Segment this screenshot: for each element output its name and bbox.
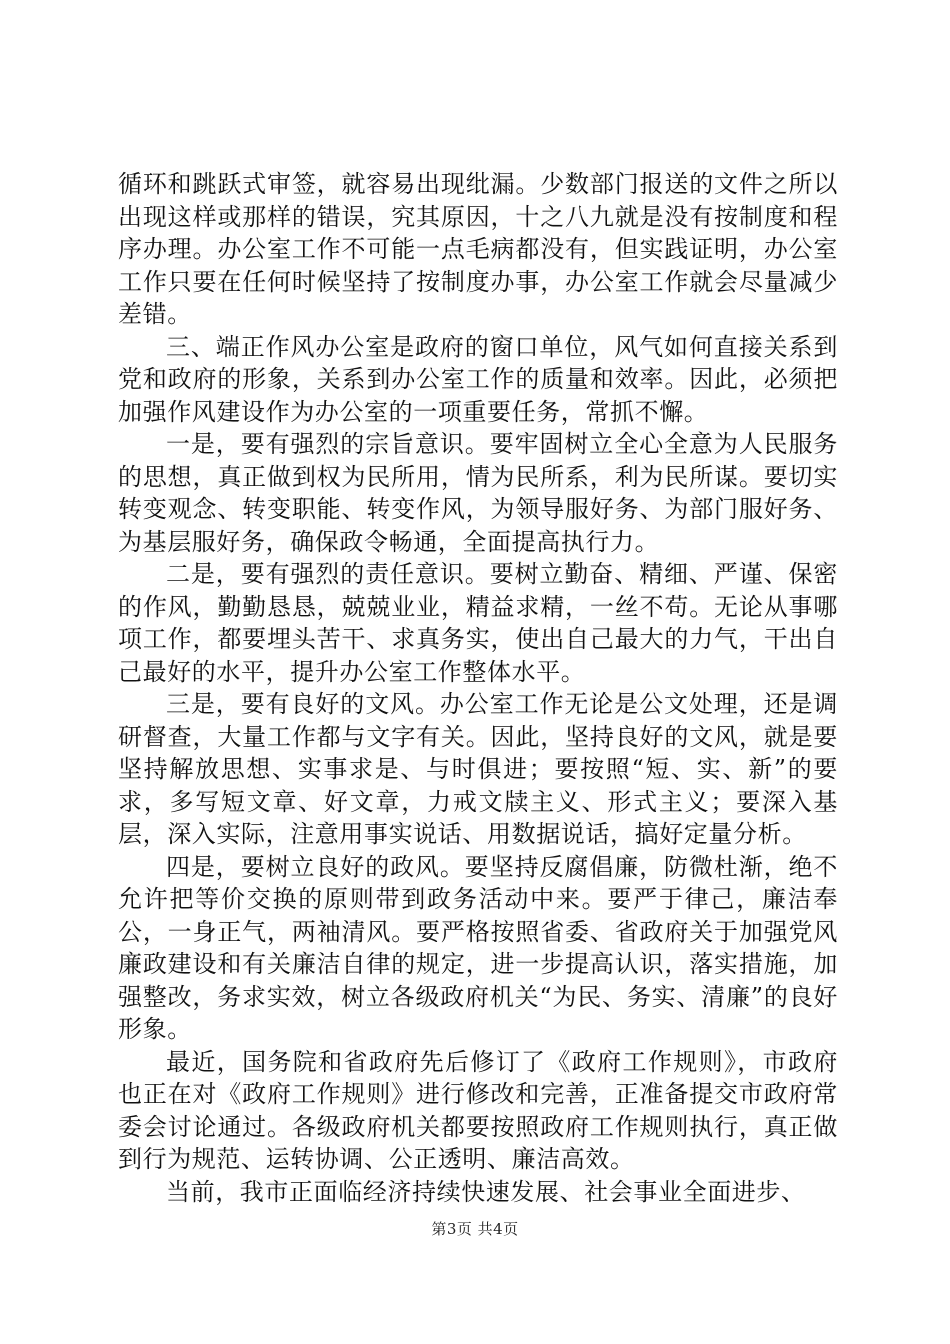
document-body	[118, 168, 838, 1208]
paragraph-7: 最近，国务院和省政府先后修订了《政府工作规则》，市政府也正在对《政府工作规则》进行修改和完善，正准备提交市政府常委会讨论通过。各级政府机关都要按照政府工作规则执行，真正做到行为规范、运转协调、公正透明、廉洁高效。	[118, 1047, 838, 1173]
paragraph-6: 四是，要树立良好的政风。要坚持反腐倡廉，防微杜渐，绝不允许把等价交换的原则带到政务活动中来。要严于律己，廉洁奉公，一身正气，两袖清风。要严格按照省委、省政府关于加强党风廉政建设和有关廉洁自律的规定，进一步提高认识，落实措施，加强整改，务求实效，树立各级政府机关“为民、务实、清廉”的良好形象。	[118, 852, 838, 1043]
paragraph-8: 当前，我市正面临经济持续快速发展、社会事业全面进步、	[166, 1177, 806, 1206]
paragraph-5: 三是，要有良好的文风。办公室工作无论是公文处理，还是调研督查，大量工作都与文字有关。因此，坚持良好的文风，就是要坚持解放思想、实事求是、与时俱进；要按照“短、实、新”的要求，多写短文章、好文章，力戒文牍主义、形式主义；要深入基层，深入实际，注意用事实说话、用数据说话，搞好定量分析。	[118, 690, 838, 848]
paragraph-4: 二是，要有强烈的责任意识。要树立勤奋、精细、严谨、保密的作风，勤勤恳恳，兢兢业业，精益求精，一丝不苟。无论从事哪项工作，都要埋头苦干、求真务实，使出自己最大的力气，干出自己最好的水平，提升办公室工作整体水平。	[118, 560, 838, 686]
page-footer: 第3页 共4页	[431, 1220, 519, 1238]
paragraph-2: 三、端正作风办公室是政府的窗口单位，风气如何直接关系到党和政府的形象，关系到办公室工作的质量和效率。因此，必须把加强作风建设作为办公室的一项重要任务，常抓不懈。	[118, 332, 838, 426]
paragraph-1: 循环和跳跃式审签，就容易出现纰漏。少数部门报送的文件之所以出现这样或那样的错误，究其原因，十之八九就是没有按制度和程序办理。办公室工作不可能一点毛病都没有，但实践证明，办公室工作只要在任何时候坚持了按制度办事，办公室工作就会尽量减少差错。	[118, 170, 838, 328]
paragraph-3: 一是，要有强烈的宗旨意识。要牢固树立全心全意为人民服务的思想，真正做到权为民所用，情为民所系，利为民所谋。要切实转变观念、转变职能、转变作风，为领导服好务、为部门服好务、为基层服好务，确保政令畅通，全面提高执行力。	[118, 430, 838, 556]
